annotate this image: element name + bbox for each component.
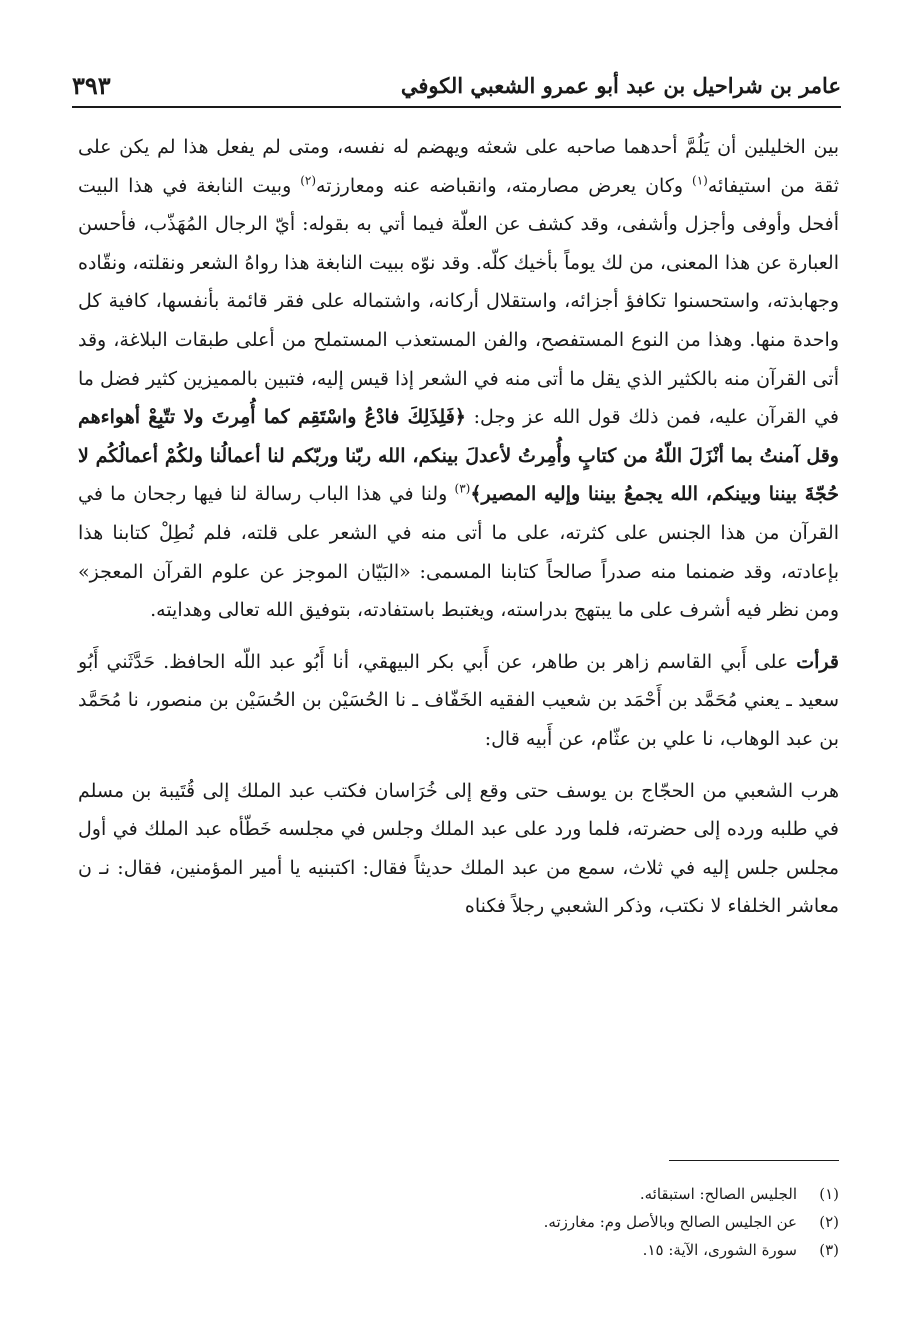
footnote-ref-2: (٢) xyxy=(300,173,317,188)
footnote-2 xyxy=(80,1208,839,1236)
footnote-number: (١) xyxy=(819,1185,839,1203)
footnote-1 xyxy=(80,1180,839,1208)
footnote-number: (٣) xyxy=(819,1241,839,1259)
running-title: عامر بن شراحيل بن عبد أبو عمرو الشعبي الكوفي xyxy=(400,72,841,98)
footnote-3 xyxy=(80,1236,839,1264)
paragraph-2-lead-word: قرأت xyxy=(796,650,839,673)
main-text xyxy=(78,128,839,926)
footnote-ref-3: (٣) xyxy=(454,482,471,497)
paragraph-3 xyxy=(78,772,839,926)
footnote-ref-1: (١) xyxy=(692,173,708,188)
page-header xyxy=(72,64,841,108)
footnote-number: (٢) xyxy=(819,1213,839,1231)
paragraph-1 xyxy=(78,128,839,630)
paragraph-3-text: هرب الشعبي من الحجّاج بن يوسف حتى وقع إلى خُرَاسان فكتب عبد الملك إلى قُتَيبة بن مسلم في طلبه ورده إلى حضرته، فلما ورد على عبد الملك وجلس في مجلسه خَطّأه عبد الملك في أول مجلس جلس إليه في ثلاث، سمع من عبد الملك حديثاً فقال: اكتبنيه يا أمير المؤمنين، فقال: نـ ن معاشر الخلفاء لا نكتب، وذكر الشعبي رجلاً فكناه xyxy=(78,779,839,918)
paragraph-2 xyxy=(78,643,839,759)
footnote-text: سورة الشورى، الآية: ١٥. xyxy=(642,1241,797,1259)
paragraph-1-part-1: بين الخليلين أن يَلُمَّ أحدهما صاحبه على شعثه ويهضم له نفسه، ومتى لم يفعل هذا لم يكن على ثقة من استيفائه xyxy=(78,136,840,197)
quran-verse: ﴿فَلِذَلِكَ فادْعُ واسْتَقِم كما أُمِرتَ ولا تتّبِعْ أهواءهم وقل آمنتُ بما أنْزَلَ اللّهُ من كتابٍ وأُمِرتُ لأعدلَ بينكم، الله ربّنا وربّكم لنا أعمالُنا ولكُمْ أعمالُكُم لا حُجّةَ بيننا وبينكم، الله يجمعُ بيننا وإليه المصير﴾ xyxy=(78,406,839,506)
footnote-text: عن الجليس الصالح وبالأصل وم: مغارزته. xyxy=(543,1213,797,1231)
paragraph-1-part-3: وبيت النابغة في هذا البيت أفحل وأوفى وأجزل وأشفى، وقد كشف عن العلّة فيما أتي به بقوله: أيّ الرجال المُهَذّب، فأحسن العبارة عن هذا المعنى، من لك يوماً بأخيك كلّه. وقد نوّه ببيت النابغة هذا رواهُ الشعر ونقلته، ونقّاده وجهابذته، واستحسنوا تكافؤ أجزائه، واستقلال أركانه، واشتماله على فقر قائمة بأنفسها، كافية كل واحدة منها. وهذا من النوع المستفصح، والفن المستعذب المستملح من أعلى طبقات البلاغة، وقد أتى القرآن منه بالكثير الذي يقل ما أتى منه في الشعر إذا قيس إليه، فتبين بالمميزين كثير فضل ما في القرآن عليه، فمن ذلك قول الله عز وجل: xyxy=(78,174,839,429)
paragraph-1-part-4: ولنا في هذا الباب رسالة لنا فيها رجحان ما في القرآن من هذا الجنس على كثرته، على ما أتى منه في الشعر على قلته، فلم نُطِلْ كتابنا هذا بإعادته، وقد ضمنما منه صدراً صالحاً كتابنا المسمى: «البَيّان الموجز عن علوم القرآن المعجز» ومن نظر فيه أشرف على ما يبتهج بدراسته، ويغتبط باستفادته، بتوفيق الله تعالى وهدايته. xyxy=(78,483,839,622)
paragraph-2-text: على أَبي القاسم زاهر بن طاهر، عن أَبي بكر البيهقي، أنا أَبُو عبد اللّه الحافظ. حَدَّثَني أَبُو سعيد ـ يعني مُحَمَّد بن أَحْمَد بن شعيب الفقيه الخَفّاف ـ نا الحُسَيْن بن الحُسَيْن بن منصور، نا مُحَمَّد بن عبد الوهاب، نا علي بن عثّام، عن أَبيه قال: xyxy=(78,650,839,750)
footnote-divider xyxy=(669,1160,839,1161)
paragraph-1-part-2: وكان يعرض مصارمته، وانقباضه عنه ومعارزته xyxy=(316,174,693,197)
footnotes xyxy=(80,1180,839,1264)
page-number: ٣٩٣ xyxy=(72,70,111,100)
footnote-text: الجليس الصالح: استبقائه. xyxy=(639,1185,797,1203)
